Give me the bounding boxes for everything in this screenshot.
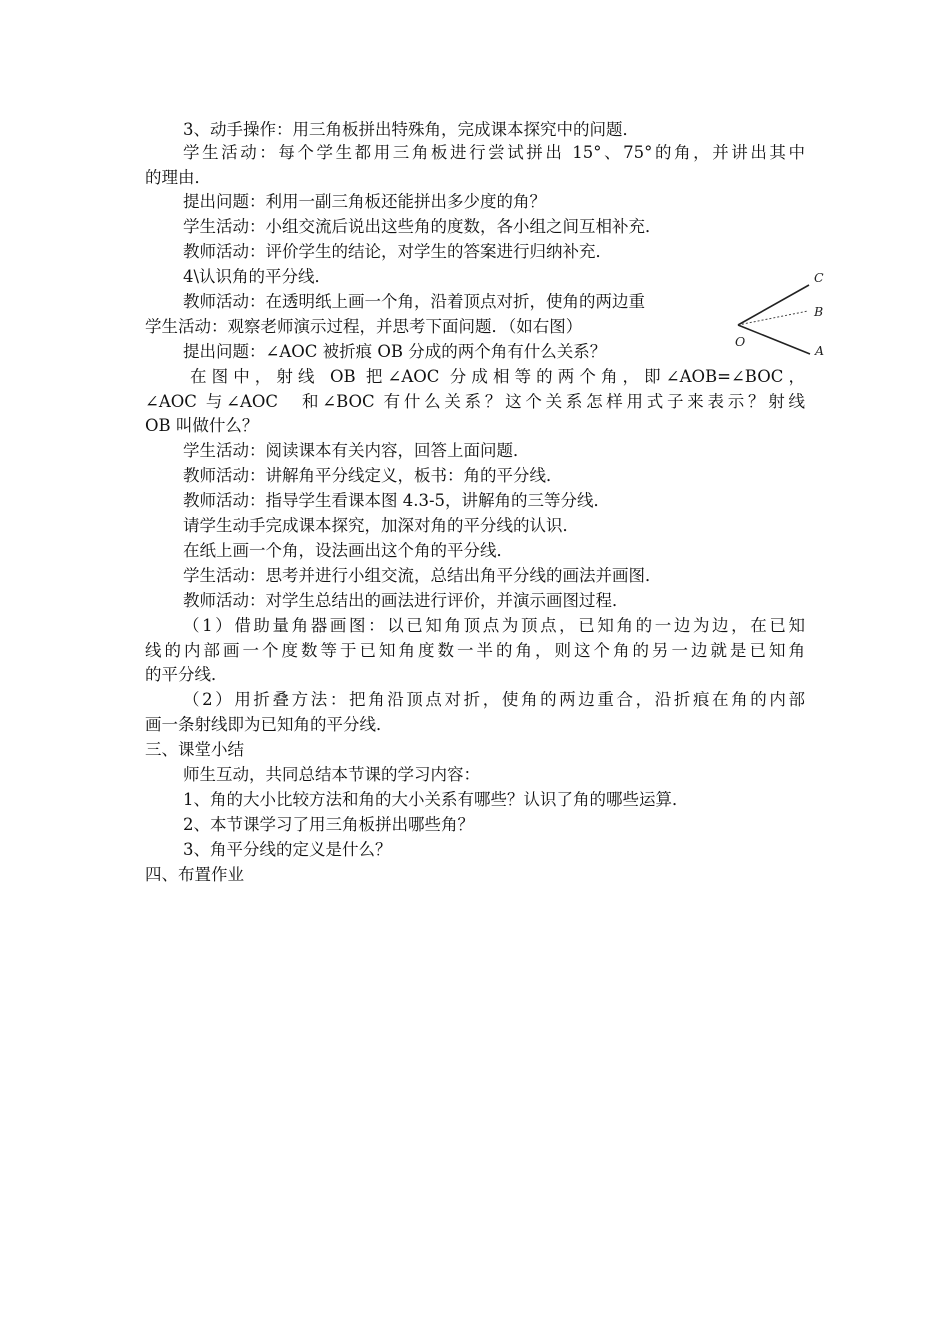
- text-line-13: OB 叫做什么？: [145, 416, 259, 435]
- text-line-24: （2）用折叠方法：把角沿顶点对折，使角的两边重合，沿折痕在角的内部: [183, 690, 805, 709]
- label-c: C: [814, 270, 824, 285]
- text-line-9: 学生活动：观察老师演示过程，并思考下面问题．（如右图）: [145, 317, 583, 336]
- text-line-2: 学生活动：每个学生都用三角板进行尝试拼出 15°、75°的角，并讲出其中: [183, 143, 805, 162]
- text-line-6: 教师活动：评价学生的结论，对学生的答案进行归纳补充．: [183, 242, 612, 261]
- text-line-1: 3、动手操作：用三角板拼出特殊角，完成课本探究中的问题．: [183, 120, 639, 139]
- angle-bisector-figure: [722, 266, 842, 362]
- section-heading-homework: 四、布置作业: [145, 865, 244, 884]
- text-line-29: 2、本节课学习了用三角板拼出哪些角？: [183, 815, 474, 834]
- text-line-11: 在图中，射线 OB 把∠AOC 分成相等的两个角，即∠AOB=∠BOC，: [190, 367, 805, 386]
- text-line-4: 提出问题：利用一副三角板还能拼出多少度的角？: [183, 192, 546, 211]
- text-line-5: 学生活动：小组交流后说出这些角的度数，各小组之间互相补充．: [183, 217, 662, 236]
- text-line-28: 1、角的大小比较方法和角的大小关系有哪些？认识了角的哪些运算．: [183, 790, 689, 809]
- text-line-27: 师生互动，共同总结本节课的学习内容：: [183, 765, 480, 784]
- text-line-16: 教师活动：指导学生看课本图 4.3-5，讲解角的三等分线．: [183, 491, 611, 510]
- text-line-19: 学生活动：思考并进行小组交流，总结出角平分线的画法并画图．: [183, 566, 662, 585]
- text-line-22: 线的内部画一个度数等于已知角度数一半的角，则这个角的另一边就是已知角: [145, 641, 805, 660]
- text-line-10: 提出问题：∠AOC 被折痕 OB 分成的两个角有什么关系？: [183, 342, 607, 361]
- text-line-18: 在纸上画一个角，设法画出这个角的平分线．: [183, 541, 513, 560]
- text-line-15: 教师活动：讲解角平分线定义，板书：角的平分线．: [183, 466, 563, 485]
- text-line-7: 4\认识角的平分线．: [183, 267, 332, 286]
- text-line-30: 3、角平分线的定义是什么？: [183, 840, 392, 859]
- text-line-8: 教师活动：在透明纸上画一个角，沿着顶点对折，使角的两边重: [183, 292, 645, 311]
- label-o: O: [735, 334, 746, 349]
- text-line-12: ∠AOC 与∠AOC 和∠BOC 有什么关系？这个关系怎样用式子来表示？射线: [145, 392, 805, 411]
- text-line-23: 的平分线．: [145, 665, 228, 684]
- text-line-14: 学生活动：阅读课本有关内容，回答上面问题．: [183, 441, 530, 460]
- label-a: A: [815, 343, 825, 358]
- text-line-3: 的理由．: [145, 168, 211, 187]
- text-line-20: 教师活动：对学生总结出的画法进行评价，并演示画图过程．: [183, 591, 629, 610]
- text-line-21: （1）借助量角器画图：以已知角顶点为顶点，已知角的一边为边，在已知: [183, 616, 805, 635]
- section-heading-summary: 三、课堂小结: [145, 740, 244, 759]
- label-b: B: [814, 304, 824, 319]
- ray-oc: [738, 285, 809, 325]
- text-line-17: 请学生动手完成课本探究，加深对角的平分线的认识．: [183, 516, 579, 535]
- ray-ob: [738, 311, 808, 325]
- ray-oa: [738, 325, 810, 354]
- text-line-25: 画一条射线即为已知角的平分线．: [145, 715, 393, 734]
